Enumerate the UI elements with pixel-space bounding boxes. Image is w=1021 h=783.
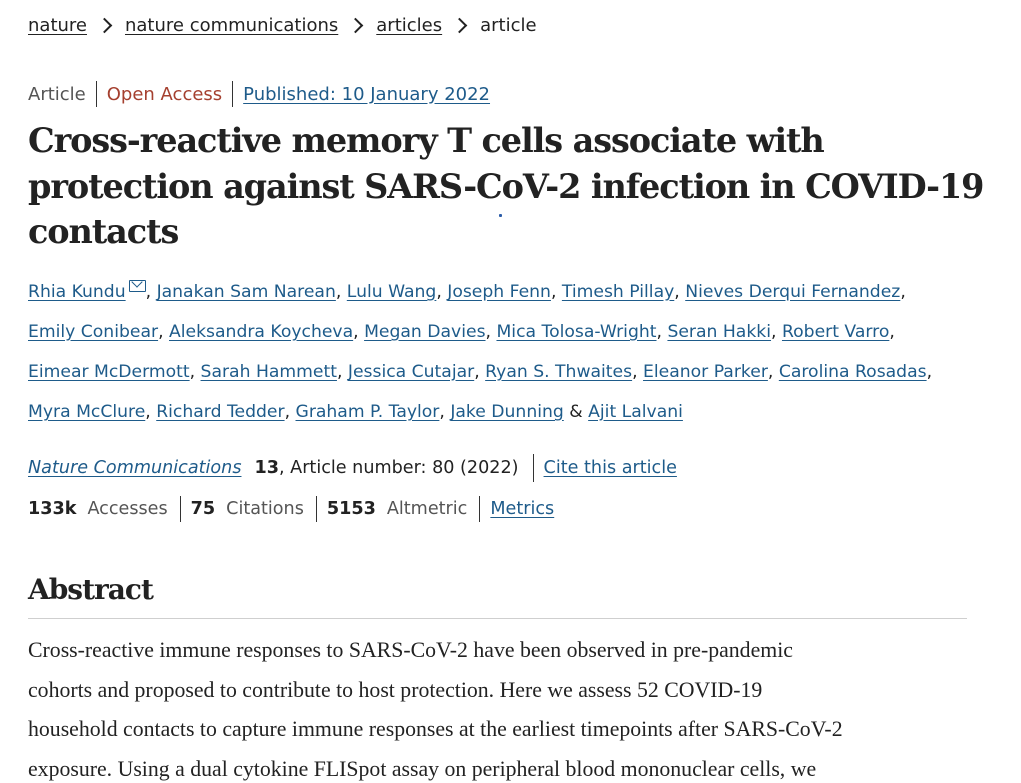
author-link[interactable]: Seran Hakki: [667, 322, 772, 342]
article-number: , Article number: 80 (2022): [278, 458, 519, 478]
author-link[interactable]: Megan Davies: [364, 322, 486, 342]
author-link[interactable]: Carolina Rosadas: [778, 362, 927, 382]
altmetric-label: Altmetric: [386, 499, 468, 519]
author-link[interactable]: Jake Dunning: [450, 402, 564, 422]
article-metrics: [28, 496, 554, 522]
author-link[interactable]: Robert Varro: [781, 322, 890, 342]
divider: [96, 81, 97, 107]
abstract-heading: Abstract: [28, 573, 153, 606]
altmetric-score: 5153: [326, 499, 376, 519]
author-link[interactable]: Jessica Cutajar: [347, 362, 475, 382]
author-link[interactable]: Rhia Kundu: [28, 282, 126, 302]
mail-icon[interactable]: [129, 280, 146, 292]
abstract-line: cohorts and proposed to contribute to host protection. Here we assess 52 COVID-19: [28, 678, 763, 702]
article-meta: [28, 81, 490, 107]
breadcrumb-current: article: [480, 14, 537, 36]
author-link[interactable]: Graham P. Taylor: [295, 402, 440, 422]
author-link[interactable]: Aleksandra Koycheva: [169, 322, 354, 342]
author-link[interactable]: Joseph Fenn: [447, 282, 551, 302]
author-link[interactable]: Janakan Sam Narean: [156, 282, 336, 302]
citations-label: Citations: [226, 499, 304, 519]
chevron-right-icon: [452, 17, 468, 33]
author-link[interactable]: Ajit Lalvani: [588, 402, 683, 422]
cursor-dot: [499, 214, 502, 217]
author-link[interactable]: Myra McClure: [28, 402, 146, 422]
chevron-right-icon: [348, 17, 364, 33]
author-link[interactable]: Richard Tedder: [156, 402, 285, 422]
author-link[interactable]: Emily Conibear: [28, 322, 159, 342]
cite-this-article-link[interactable]: Cite this article: [543, 458, 677, 478]
abstract-line: Cross-reactive immune responses to SARS-CoV-2 have been observed in pre-pandemic: [28, 638, 793, 662]
divider: [533, 454, 534, 482]
divider: [316, 496, 317, 522]
open-access-badge: Open Access: [106, 83, 223, 105]
article-type: Article: [28, 83, 86, 105]
citations-count: 75: [190, 499, 216, 519]
divider: [479, 496, 480, 522]
author-link[interactable]: Eimear McDermott: [28, 362, 190, 382]
author-link[interactable]: Timesh Pillay: [561, 282, 675, 302]
published-date-link[interactable]: Published: 10 January 2022: [243, 83, 491, 105]
breadcrumb-nature-link[interactable]: nature: [28, 14, 87, 36]
breadcrumb-nature-communications-link[interactable]: nature communications: [124, 14, 339, 36]
journal-link[interactable]: Nature Communications: [28, 458, 242, 478]
author-link[interactable]: Eleanor Parker: [643, 362, 768, 382]
chevron-right-icon: [97, 17, 113, 33]
article-title: Cross-reactive memory T cells associate with protection against SARS-CoV-2 infection in COVID-19 contacts: [28, 121, 984, 251]
volume-number: 13: [254, 458, 279, 478]
breadcrumb-articles-link[interactable]: articles: [376, 14, 443, 36]
abstract-line: household contacts to capture immune responses at the earliest timepoints after SARS-CoV-2: [28, 717, 843, 741]
divider: [232, 81, 233, 107]
citation-line: [28, 455, 677, 481]
section-divider: [28, 618, 967, 619]
author-link[interactable]: Sarah Hammett: [200, 362, 337, 382]
author-link[interactable]: Nieves Derqui Fernandez: [685, 282, 901, 302]
author-link[interactable]: Lulu Wang: [346, 282, 437, 302]
author-link[interactable]: Ryan S. Thwaites: [485, 362, 633, 382]
divider: [180, 496, 181, 522]
accesses-label: Accesses: [87, 499, 168, 519]
abstract-line: exposure. Using a dual cytokine FLISpot assay on peripheral blood mononuclear cells, we: [28, 757, 817, 781]
accesses-count: 133k: [28, 499, 77, 519]
author-list: Rhia Kundu , Janakan Sam Narean, Lulu Wang, Joseph Fenn, Timesh Pillay, Nieves Derqui Fernandez, Emily Conibear, Aleksandra Koycheva, Megan Davies, Mica Tolosa-Wright, Seran Hakki, Robert Varro, Eimear McDermott, Sarah Hammett, Jessica Cutajar, Ryan S. Thwaites, Eleanor Parker, Carolina Rosadas, Myra McClure, Richard Tedder, Graham P. Taylor, Jake Dunning & Ajit Lalvani: [28, 282, 933, 422]
author-link[interactable]: Mica Tolosa-Wright: [496, 322, 657, 342]
metrics-link[interactable]: Metrics: [490, 499, 555, 519]
breadcrumb: [28, 12, 537, 38]
